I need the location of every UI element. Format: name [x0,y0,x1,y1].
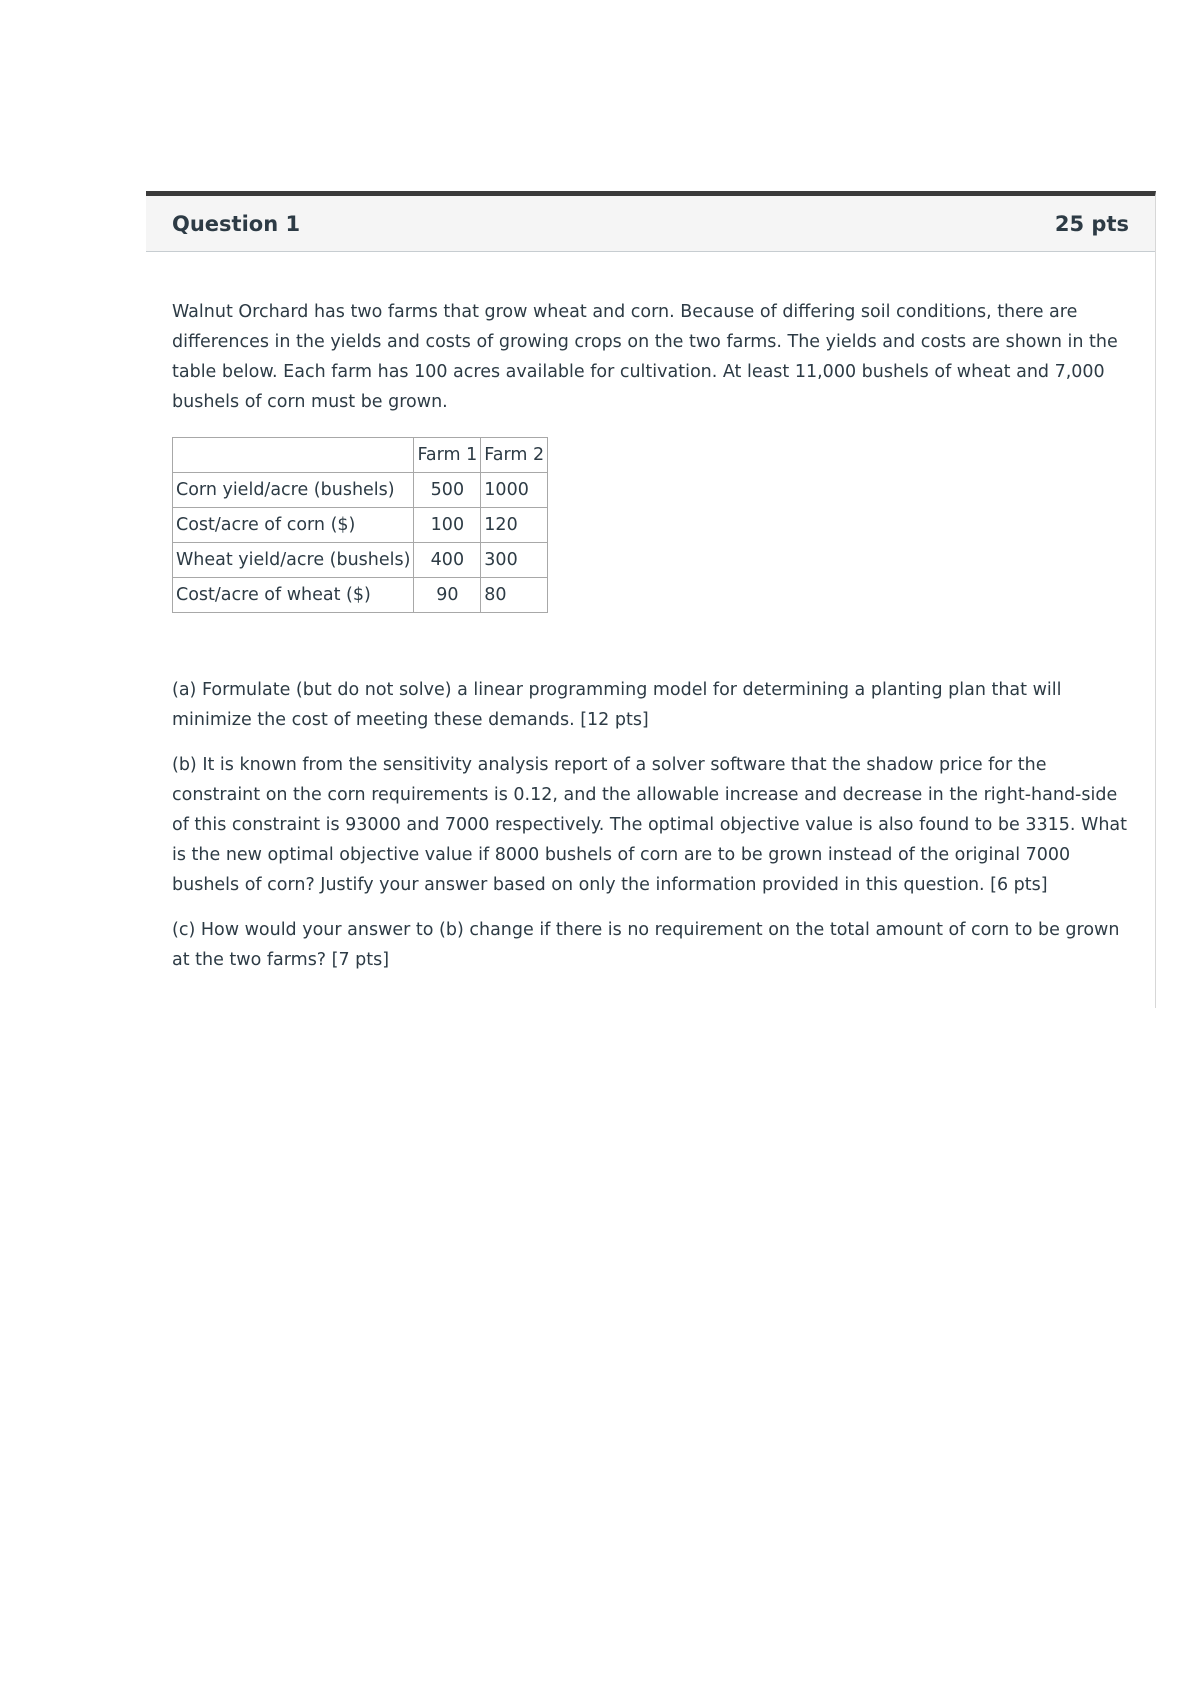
table-cell: Cost/acre of wheat ($) [173,578,414,613]
question-part-b: (b) It is known from the sensitivity analysis report of a solver software that the shadow price for the constraint on the corn requirements is 0.12, and the allowable increase and decrease in the right-hand-side of this constraint is 93000 and 7000 respectively. The optimal objective value is also found to be 3315. What is the new optimal objective value if 8000 bushels of corn are to be grown instead of the original 7000 bushels of corn? Justify your answer based on only the information provided in this question. [6 pts] [172,755,1127,895]
table-row [173,543,548,578]
question-card [146,191,1156,1008]
table-header-row [173,438,548,473]
table-cell: 400 [414,543,481,578]
table-cell: 120 [481,508,548,543]
yield-cost-table [172,437,548,613]
table-cell: 500 [414,473,481,508]
table-cell: Corn yield/acre (bushels) [173,473,414,508]
table-cell: 100 [414,508,481,543]
question-points: 25 pts [1054,211,1129,236]
table-header-cell [173,438,414,473]
table-row [173,508,548,543]
table-header-cell: Farm 1 [414,438,481,473]
question-body [146,252,1155,975]
question-header [146,196,1155,252]
question-part-c: (c) How would your answer to (b) change if there is no requirement on the total amount of corn to be grown at the two farms? [7 pts] [172,920,1120,970]
table-cell: Cost/acre of corn ($) [173,508,414,543]
table-cell: 90 [414,578,481,613]
question-intro: Walnut Orchard has two farms that grow wheat and corn. Because of differing soil conditions, there are differences in the yields and costs of growing crops on the two farms. The yields and costs are shown in the table below. Each farm has 100 acres available for cultivation. At least 11,000 bushels of wheat and 7,000 bushels of corn must be grown. [172,302,1118,412]
table-cell: 300 [481,543,548,578]
table-cell: 80 [481,578,548,613]
table-row [173,578,548,613]
table-cell: Wheat yield/acre (bushels) [173,543,414,578]
table-header-cell: Farm 2 [481,438,548,473]
question-title: Question 1 [172,211,301,236]
table-row [173,473,548,508]
table-cell: 1000 [481,473,548,508]
question-part-a: (a) Formulate (but do not solve) a linear programming model for determining a planting plan that will minimize the cost of meeting these demands. [12 pts] [172,680,1062,730]
